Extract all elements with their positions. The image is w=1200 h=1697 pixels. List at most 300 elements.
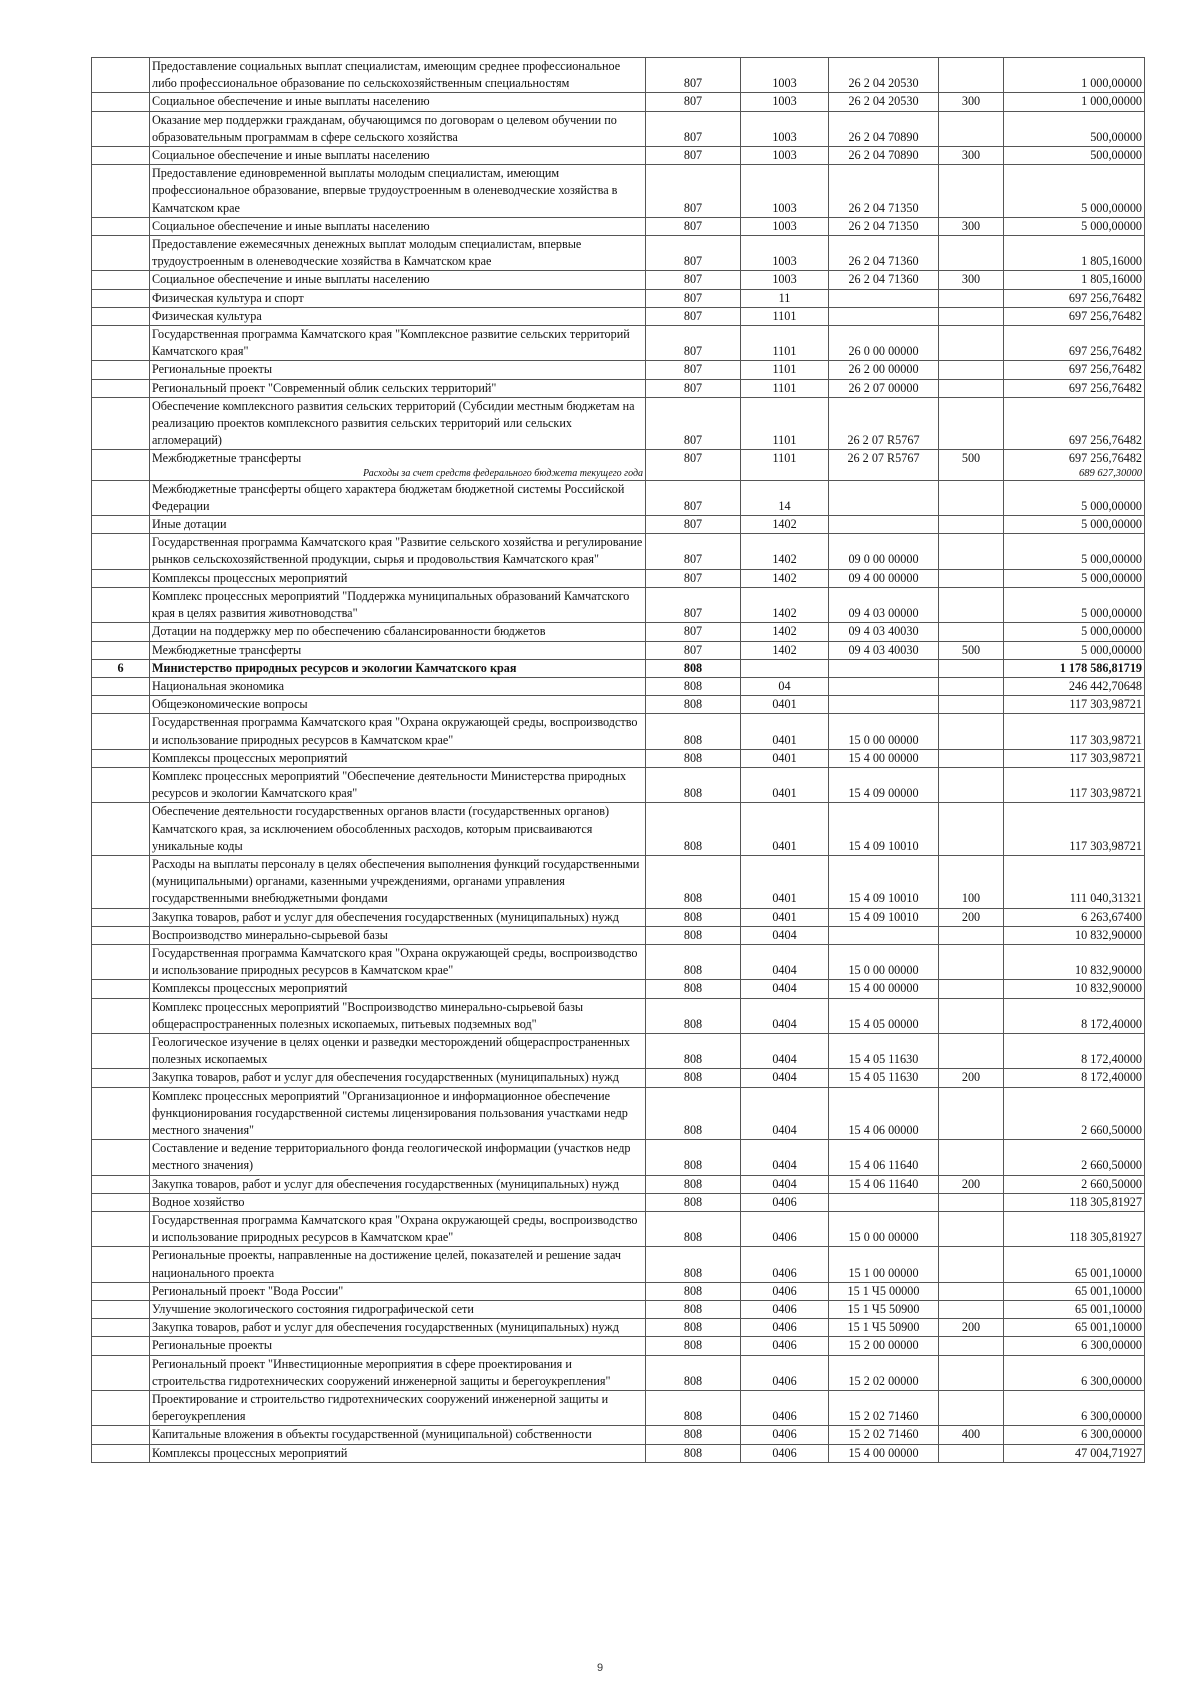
- table-row: [92, 714, 1145, 749]
- row-amount: 697 256,76482: [1004, 450, 1145, 468]
- row-number: [92, 623, 150, 641]
- row-expense-type: [939, 236, 1004, 271]
- row-amount: 5 000,00000: [1004, 480, 1145, 515]
- row-department-code: [646, 468, 741, 481]
- row-amount: 6 300,00000: [1004, 1426, 1145, 1444]
- table-row: [92, 998, 1145, 1033]
- row-department-code: 807: [646, 641, 741, 659]
- table-row: [92, 980, 1145, 998]
- row-department-code: 807: [646, 111, 741, 146]
- row-number: [92, 516, 150, 534]
- row-target-article: 09 4 03 00000: [829, 587, 939, 622]
- table-row: [92, 480, 1145, 515]
- row-amount: 10 832,90000: [1004, 926, 1145, 944]
- row-name: Региональные проекты, направленные на достижение целей, показателей и решение задач национального проекта: [150, 1247, 646, 1282]
- table-row: [92, 307, 1145, 325]
- row-section-code: 0406: [741, 1426, 829, 1444]
- row-number: [92, 998, 150, 1033]
- row-department-code: 807: [646, 236, 741, 271]
- row-department-code: 807: [646, 165, 741, 218]
- row-target-article: [829, 516, 939, 534]
- row-number: [92, 1087, 150, 1140]
- table-row: [92, 855, 1145, 908]
- row-department-code: 808: [646, 1282, 741, 1300]
- row-target-article: [829, 1193, 939, 1211]
- row-department-code: 808: [646, 1301, 741, 1319]
- row-target-article: 26 2 04 71350: [829, 165, 939, 218]
- table-row: [92, 1391, 1145, 1426]
- row-number: [92, 236, 150, 271]
- table-row: [92, 569, 1145, 587]
- row-section-code: 0406: [741, 1391, 829, 1426]
- table-row: [92, 1301, 1145, 1319]
- row-name: Комплексы процессных мероприятий: [150, 749, 646, 767]
- row-expense-type: [939, 1193, 1004, 1211]
- row-amount: 8 172,40000: [1004, 1069, 1145, 1087]
- row-number: [92, 641, 150, 659]
- row-number: [92, 677, 150, 695]
- row-department-code: 808: [646, 1337, 741, 1355]
- row-number: [92, 696, 150, 714]
- row-number: [92, 147, 150, 165]
- row-name: Обеспечение комплексного развития сельских территорий (Субсидии местным бюджетам на реализацию проектов комплексного развития сельских территорий или сельских агломераций): [150, 397, 646, 450]
- row-expense-type: [939, 361, 1004, 379]
- row-name: Межбюджетные трансферты: [150, 450, 646, 468]
- row-expense-type: [939, 111, 1004, 146]
- row-department-code: 807: [646, 361, 741, 379]
- row-name: Региональные проекты: [150, 361, 646, 379]
- row-department-code: 808: [646, 749, 741, 767]
- row-target-article: 15 4 00 00000: [829, 749, 939, 767]
- row-target-article: 26 2 07 R5767: [829, 397, 939, 450]
- row-section-code: 0406: [741, 1212, 829, 1247]
- row-target-article: 15 2 00 00000: [829, 1337, 939, 1355]
- row-section-code: [741, 659, 829, 677]
- table-row: [92, 289, 1145, 307]
- row-name: Иные дотации: [150, 516, 646, 534]
- row-section-code: 0406: [741, 1444, 829, 1462]
- row-expense-type: [939, 1087, 1004, 1140]
- row-section-code: 0406: [741, 1247, 829, 1282]
- table-row: [92, 361, 1145, 379]
- row-name: Социальное обеспечение и иные выплаты населению: [150, 271, 646, 289]
- row-section-code: 1003: [741, 217, 829, 235]
- row-department-code: 808: [646, 767, 741, 802]
- row-amount: 697 256,76482: [1004, 361, 1145, 379]
- row-expense-type: [939, 326, 1004, 361]
- row-department-code: 807: [646, 289, 741, 307]
- row-target-article: [829, 677, 939, 695]
- row-expense-type: [939, 289, 1004, 307]
- row-department-code: 807: [646, 480, 741, 515]
- table-row: [92, 1140, 1145, 1175]
- table-row: [92, 944, 1145, 979]
- row-target-article: 26 2 04 71350: [829, 217, 939, 235]
- row-name: Обеспечение деятельности государственных органов власти (государственных органов) Камчатского края, за исключением обособленных расходов, которым присваиваются уникальные коды: [150, 803, 646, 856]
- row-expense-type: [939, 165, 1004, 218]
- row-amount: 6 300,00000: [1004, 1355, 1145, 1390]
- row-name: Комплексы процессных мероприятий: [150, 980, 646, 998]
- row-expense-type: [939, 1391, 1004, 1426]
- row-name: Комплексы процессных мероприятий: [150, 569, 646, 587]
- row-name: Предоставление единовременной выплаты молодым специалистам, имеющим профессиональное образование, впервые трудоустроенным в оленеводческие хозяйства в Камчатском крае: [150, 165, 646, 218]
- row-target-article: 26 2 04 71360: [829, 271, 939, 289]
- table-row: [92, 236, 1145, 271]
- row-number: [92, 289, 150, 307]
- row-name: Комплекс процессных мероприятий "Поддержка муниципальных образований Камчатского края в целях развития животноводства": [150, 587, 646, 622]
- row-section-code: 1003: [741, 93, 829, 111]
- row-target-article: 15 0 00 00000: [829, 944, 939, 979]
- row-department-code: 807: [646, 534, 741, 569]
- row-number: [92, 1140, 150, 1175]
- row-expense-type: [939, 1444, 1004, 1462]
- row-department-code: 807: [646, 326, 741, 361]
- row-department-code: 808: [646, 803, 741, 856]
- row-number: [92, 93, 150, 111]
- row-section-code: 0406: [741, 1193, 829, 1211]
- row-name: Расходы на выплаты персоналу в целях обеспечения выполнения функций государственными (муниципальными) органами, казенными учреждениями, органами управления государственными внебюджетными фондами: [150, 855, 646, 908]
- row-section-code: 1101: [741, 307, 829, 325]
- row-expense-type: [939, 659, 1004, 677]
- table-row: [92, 1033, 1145, 1068]
- row-target-article: 09 4 03 40030: [829, 623, 939, 641]
- row-name: Государственная программа Камчатского края "Комплексное развитие сельских территорий Камчатского края": [150, 326, 646, 361]
- table-row: [92, 803, 1145, 856]
- row-expense-type: [939, 1337, 1004, 1355]
- row-section-code: 1003: [741, 111, 829, 146]
- row-target-article: [829, 289, 939, 307]
- row-amount: 10 832,90000: [1004, 980, 1145, 998]
- row-number: [92, 1193, 150, 1211]
- row-section-code: 0406: [741, 1319, 829, 1337]
- row-target-article: 26 2 07 00000: [829, 379, 939, 397]
- budget-table-body: [92, 58, 1145, 1463]
- row-name: Региональные проекты: [150, 1337, 646, 1355]
- table-row: [92, 677, 1145, 695]
- row-amount: 5 000,00000: [1004, 569, 1145, 587]
- table-row: [92, 93, 1145, 111]
- row-amount: 5 000,00000: [1004, 641, 1145, 659]
- row-number: [92, 397, 150, 450]
- row-department-code: 807: [646, 217, 741, 235]
- budget-table: [91, 57, 1145, 1463]
- row-amount: 117 303,98721: [1004, 803, 1145, 856]
- row-target-article: 15 1 Ч5 50900: [829, 1301, 939, 1319]
- row-section-code: 0404: [741, 1140, 829, 1175]
- row-expense-type: 100: [939, 855, 1004, 908]
- row-section-code: 1402: [741, 623, 829, 641]
- row-amount: 1 805,16000: [1004, 271, 1145, 289]
- row-target-article: 26 2 00 00000: [829, 361, 939, 379]
- row-expense-type: 300: [939, 271, 1004, 289]
- row-number: [92, 1444, 150, 1462]
- row-number: [92, 379, 150, 397]
- row-amount: 111 040,31321: [1004, 855, 1145, 908]
- row-amount: 697 256,76482: [1004, 379, 1145, 397]
- row-amount: 8 172,40000: [1004, 998, 1145, 1033]
- row-expense-type: 200: [939, 1175, 1004, 1193]
- row-name: Государственная программа Камчатского края "Охрана окружающей среды, воспроизводство и использование природных ресурсов в Камчатском крае": [150, 714, 646, 749]
- row-section-code: 0406: [741, 1282, 829, 1300]
- row-name: Закупка товаров, работ и услуг для обеспечения государственных (муниципальных) нужд: [150, 1175, 646, 1193]
- row-number: [92, 1426, 150, 1444]
- row-department-code: 807: [646, 397, 741, 450]
- row-section-code: 1101: [741, 397, 829, 450]
- table-row: [92, 516, 1145, 534]
- table-row: [92, 908, 1145, 926]
- row-department-code: 808: [646, 1426, 741, 1444]
- row-name: Комплекс процессных мероприятий "Воспроизводство минерально-сырьевой базы общераспространенных полезных ископаемых, питьевых подземных вод": [150, 998, 646, 1033]
- row-section-code: 1003: [741, 58, 829, 93]
- row-amount: 2 660,50000: [1004, 1140, 1145, 1175]
- row-department-code: 808: [646, 714, 741, 749]
- row-number: [92, 326, 150, 361]
- row-number: [92, 944, 150, 979]
- row-department-code: 808: [646, 677, 741, 695]
- row-name: Предоставление ежемесячных денежных выплат молодым специалистам, впервые трудоустроенным в оленеводческие хозяйства в Камчатском крае: [150, 236, 646, 271]
- table-row: [92, 397, 1145, 450]
- row-number: [92, 980, 150, 998]
- row-amount: 500,00000: [1004, 111, 1145, 146]
- row-amount: 65 001,10000: [1004, 1247, 1145, 1282]
- table-row: [92, 1337, 1145, 1355]
- row-expense-type: [939, 749, 1004, 767]
- row-number: [92, 714, 150, 749]
- row-department-code: 807: [646, 516, 741, 534]
- row-section-code: 11: [741, 289, 829, 307]
- row-expense-type: [939, 767, 1004, 802]
- row-number: [92, 480, 150, 515]
- row-section-code: 1402: [741, 534, 829, 569]
- row-target-article: 26 2 07 R5767: [829, 450, 939, 468]
- row-number: [92, 749, 150, 767]
- row-target-article: [829, 926, 939, 944]
- row-section-code: 1402: [741, 516, 829, 534]
- row-section-code: 0406: [741, 1355, 829, 1390]
- row-target-article: 15 4 09 00000: [829, 767, 939, 802]
- table-row: [92, 1069, 1145, 1087]
- table-row: [92, 587, 1145, 622]
- row-name: Закупка товаров, работ и услуг для обеспечения государственных (муниципальных) нужд: [150, 908, 646, 926]
- row-target-article: 15 4 00 00000: [829, 980, 939, 998]
- row-name: Закупка товаров, работ и услуг для обеспечения государственных (муниципальных) нужд: [150, 1069, 646, 1087]
- table-row: [92, 1212, 1145, 1247]
- row-number: [92, 58, 150, 93]
- row-name: Проектирование и строительство гидротехнических сооружений инженерной защиты и берегоукрепления: [150, 1391, 646, 1426]
- row-name: Физическая культура: [150, 307, 646, 325]
- row-amount: 117 303,98721: [1004, 696, 1145, 714]
- row-amount: 117 303,98721: [1004, 749, 1145, 767]
- row-amount: 5 000,00000: [1004, 217, 1145, 235]
- table-row: [92, 1355, 1145, 1390]
- row-department-code: 807: [646, 58, 741, 93]
- table-row: [92, 641, 1145, 659]
- row-expense-type: [939, 397, 1004, 450]
- table-row: [92, 1282, 1145, 1300]
- row-section-code: 0401: [741, 714, 829, 749]
- row-amount: 1 805,16000: [1004, 236, 1145, 271]
- row-number: [92, 1355, 150, 1390]
- row-department-code: 808: [646, 1319, 741, 1337]
- table-row: [92, 623, 1145, 641]
- row-expense-type: [939, 677, 1004, 695]
- row-amount: 6 300,00000: [1004, 1391, 1145, 1426]
- row-target-article: 26 2 04 70890: [829, 147, 939, 165]
- row-amount: 697 256,76482: [1004, 326, 1145, 361]
- row-section-code: 0404: [741, 926, 829, 944]
- row-department-code: 808: [646, 944, 741, 979]
- row-name: Социальное обеспечение и иные выплаты населению: [150, 93, 646, 111]
- row-target-article: 15 2 02 71460: [829, 1426, 939, 1444]
- row-section-code: 0404: [741, 998, 829, 1033]
- row-name: Комплекс процессных мероприятий "Обеспечение деятельности Министерства природных ресурсов и экологии Камчатского края": [150, 767, 646, 802]
- row-department-code: 808: [646, 1444, 741, 1462]
- row-department-code: 808: [646, 1175, 741, 1193]
- row-target-article: [829, 468, 939, 481]
- row-name: Оказание мер поддержки гражданам, обучающимся по договорам о целевом обучении по образовательным программам в сфере сельского хозяйства: [150, 111, 646, 146]
- row-amount: 8 172,40000: [1004, 1033, 1145, 1068]
- row-target-article: 15 4 09 10010: [829, 803, 939, 856]
- row-expense-type: [939, 944, 1004, 979]
- row-amount: 697 256,76482: [1004, 289, 1145, 307]
- row-section-code: 14: [741, 480, 829, 515]
- row-amount: 65 001,10000: [1004, 1301, 1145, 1319]
- row-name: Государственная программа Камчатского края "Развитие сельского хозяйства и регулирование рынков сельскохозяйственной продукции, сырья и продовольствия Камчатского края": [150, 534, 646, 569]
- row-amount: 117 303,98721: [1004, 714, 1145, 749]
- row-department-code: 808: [646, 926, 741, 944]
- row-amount: 10 832,90000: [1004, 944, 1145, 979]
- row-section-code: 0401: [741, 767, 829, 802]
- row-section-code: 0404: [741, 944, 829, 979]
- row-number: [92, 534, 150, 569]
- row-department-code: 808: [646, 1247, 741, 1282]
- row-number: [92, 1301, 150, 1319]
- row-number: [92, 767, 150, 802]
- row-number: [92, 1175, 150, 1193]
- row-department-code: 807: [646, 271, 741, 289]
- row-section-code: 0404: [741, 980, 829, 998]
- row-expense-type: [939, 696, 1004, 714]
- row-target-article: 15 4 09 10010: [829, 855, 939, 908]
- row-name: Составление и ведение территориального фонда геологической информации (участков недр местного значения): [150, 1140, 646, 1175]
- row-expense-type: [939, 1282, 1004, 1300]
- row-name: Министерство природных ресурсов и экологии Камчатского края: [150, 659, 646, 677]
- row-name: Комплексы процессных мероприятий: [150, 1444, 646, 1462]
- row-name: Региональный проект "Инвестиционные мероприятия в сфере проектирования и строительства гидротехнических сооружений инженерной защиты и берегоукрепления": [150, 1355, 646, 1390]
- row-target-article: 15 0 00 00000: [829, 714, 939, 749]
- row-section-code: 0404: [741, 1033, 829, 1068]
- row-number: [92, 361, 150, 379]
- row-name: Физическая культура и спорт: [150, 289, 646, 307]
- row-department-code: 807: [646, 623, 741, 641]
- row-section-code: 1101: [741, 450, 829, 468]
- row-section-code: 0401: [741, 855, 829, 908]
- row-department-code: 807: [646, 450, 741, 468]
- table-note-row: [92, 468, 1145, 481]
- row-section-code: 0401: [741, 803, 829, 856]
- row-amount: 118 305,81927: [1004, 1193, 1145, 1211]
- row-number: [92, 587, 150, 622]
- row-number: [92, 307, 150, 325]
- row-target-article: 15 4 00 00000: [829, 1444, 939, 1462]
- row-amount: 1 000,00000: [1004, 58, 1145, 93]
- row-expense-type: [939, 1355, 1004, 1390]
- row-number: [92, 1282, 150, 1300]
- row-amount: 5 000,00000: [1004, 623, 1145, 641]
- row-section-code: 1101: [741, 326, 829, 361]
- row-amount: 6 263,67400: [1004, 908, 1145, 926]
- row-number: [92, 165, 150, 218]
- row-amount: 117 303,98721: [1004, 767, 1145, 802]
- row-section-code: 1003: [741, 236, 829, 271]
- table-row: [92, 749, 1145, 767]
- row-amount: 47 004,71927: [1004, 1444, 1145, 1462]
- row-section-code: 0404: [741, 1087, 829, 1140]
- row-target-article: [829, 307, 939, 325]
- table-row: [92, 58, 1145, 93]
- row-name: Предоставление социальных выплат специалистам, имеющим среднее профессиональное либо профессиональное образование по сельскохозяйственным специальностям: [150, 58, 646, 93]
- table-row: [92, 1444, 1145, 1462]
- row-number: [92, 1391, 150, 1426]
- row-target-article: 15 1 Ч5 50900: [829, 1319, 939, 1337]
- row-name: Межбюджетные трансферты общего характера бюджетам бюджетной системы Российской Федерации: [150, 480, 646, 515]
- row-target-article: 15 4 05 11630: [829, 1033, 939, 1068]
- row-target-article: 15 4 06 11640: [829, 1140, 939, 1175]
- row-number: [92, 908, 150, 926]
- row-number: [92, 926, 150, 944]
- row-number: [92, 450, 150, 468]
- row-expense-type: 500: [939, 641, 1004, 659]
- row-amount: 65 001,10000: [1004, 1319, 1145, 1337]
- table-row: [92, 767, 1145, 802]
- row-section-code: 0404: [741, 1069, 829, 1087]
- row-expense-type: 200: [939, 908, 1004, 926]
- row-section-code: 0406: [741, 1301, 829, 1319]
- row-number: [92, 1069, 150, 1087]
- row-expense-type: [939, 803, 1004, 856]
- row-expense-type: [939, 480, 1004, 515]
- row-name: Геологическое изучение в целях оценки и разведки месторождений общераспространенных полезных ископаемых: [150, 1033, 646, 1068]
- row-department-code: 807: [646, 587, 741, 622]
- row-name: Капитальные вложения в объекты государственной (муниципальной) собственности: [150, 1426, 646, 1444]
- row-number: [92, 1247, 150, 1282]
- row-number: [92, 855, 150, 908]
- row-number: [92, 468, 150, 481]
- row-department-code: 808: [646, 696, 741, 714]
- row-amount: 2 660,50000: [1004, 1175, 1145, 1193]
- row-department-code: 808: [646, 908, 741, 926]
- row-section-code: 0401: [741, 696, 829, 714]
- row-expense-type: [939, 58, 1004, 93]
- row-amount: 1 178 586,81719: [1004, 659, 1145, 677]
- row-target-article: 15 4 09 10010: [829, 908, 939, 926]
- row-department-code: 808: [646, 1033, 741, 1068]
- row-name: Комплекс процессных мероприятий "Организационное и информационное обеспечение функционирования государственной системы лицензирования пользования участками недр местного значения": [150, 1087, 646, 1140]
- row-expense-type: [939, 1301, 1004, 1319]
- row-expense-type: [939, 379, 1004, 397]
- row-section-code: [741, 468, 829, 481]
- row-amount: 697 256,76482: [1004, 397, 1145, 450]
- row-department-code: 807: [646, 307, 741, 325]
- row-section-code: 1003: [741, 271, 829, 289]
- table-row: [92, 696, 1145, 714]
- row-section-code: 0401: [741, 908, 829, 926]
- row-amount: 118 305,81927: [1004, 1212, 1145, 1247]
- row-number: [92, 1212, 150, 1247]
- row-section-code: 0401: [741, 749, 829, 767]
- row-expense-type: [939, 587, 1004, 622]
- row-name: Закупка товаров, работ и услуг для обеспечения государственных (муниципальных) нужд: [150, 1319, 646, 1337]
